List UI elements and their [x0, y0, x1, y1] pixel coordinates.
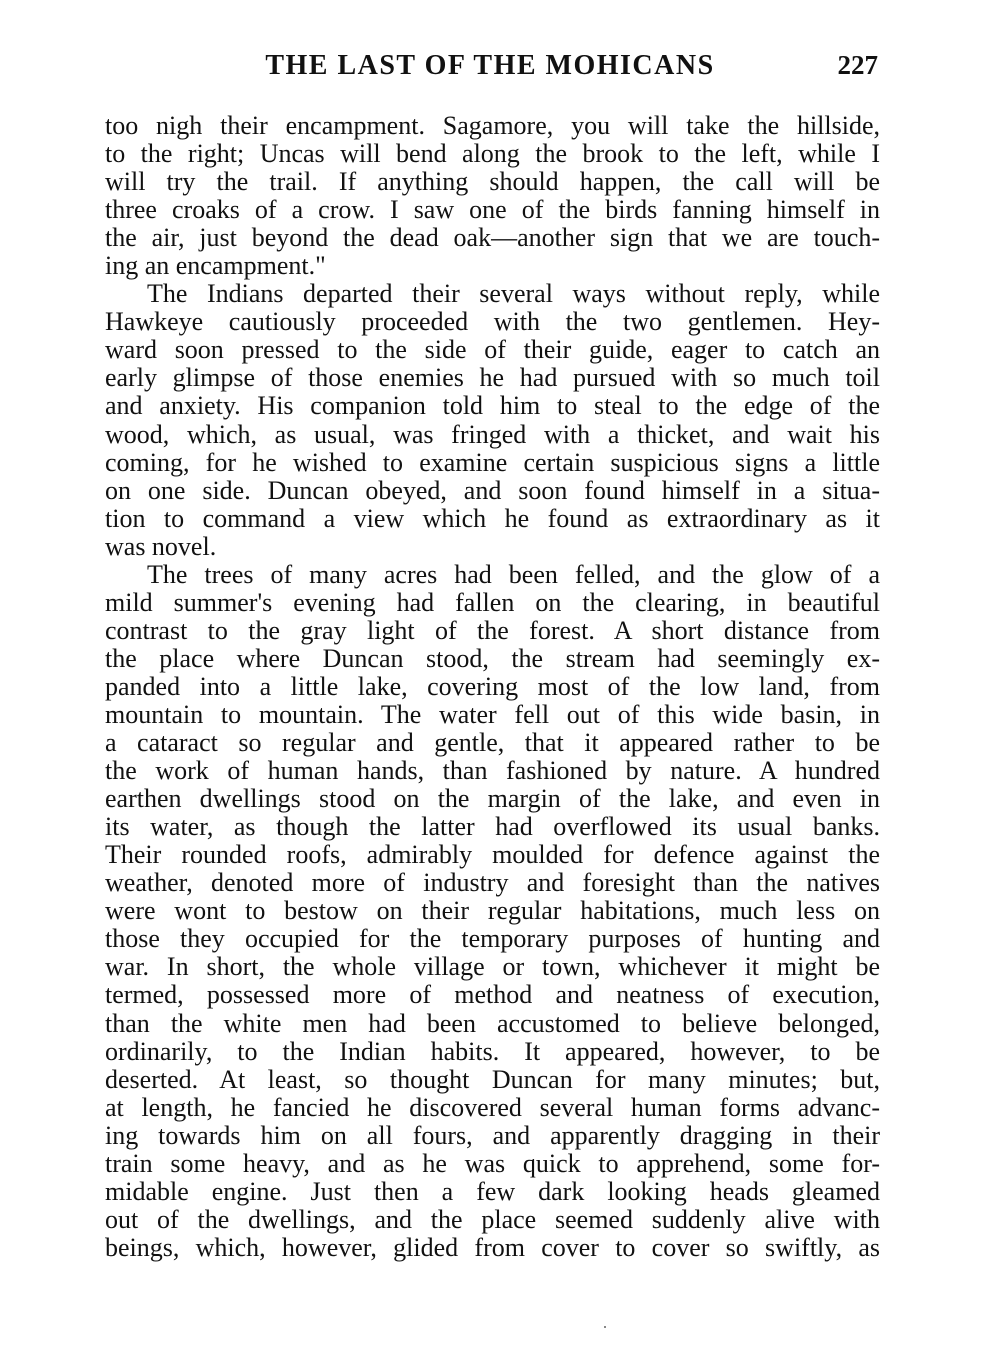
text-line: three croaks of a crow. I saw one of the birds fanning himself in [105, 195, 880, 225]
text-line: train some heavy, and as he was quick to apprehend, some for- [105, 1148, 880, 1178]
text-line: midable engine. Just then a few dark looking heads gleamed [105, 1176, 880, 1206]
text-line: and anxiety. His companion told him to steal to the edge of the [105, 391, 880, 421]
text-line: Hawkeye cautiously proceeded with the two gentlemen. Hey- [105, 307, 880, 337]
paragraph [105, 112, 880, 280]
scan-speck [604, 1326, 606, 1328]
text-line: early glimpse of those enemies he had pursued with so much toil [105, 363, 880, 393]
text-line: the place where Duncan stood, the stream had seemingly ex- [105, 643, 880, 673]
text-line: coming, for he wished to examine certain suspicious signs a little [105, 447, 880, 477]
text-line: the work of human hands, than fashioned by nature. A hundred [105, 756, 880, 786]
text-line: earthen dwellings stood on the margin of the lake, and even in [105, 784, 880, 814]
text-line: the air, just beyond the dead oak—another sign that we are touch- [105, 223, 880, 253]
text-line: its water, as though the latter had overflowed its usual banks. [105, 812, 880, 842]
text-line: ordinarily, to the Indian habits. It appeared, however, to be [105, 1036, 880, 1066]
text-line: a cataract so regular and gentle, that it appeared rather to be [105, 728, 880, 758]
text-line: beings, which, however, glided from cover to cover so swiftly, as [105, 1232, 880, 1262]
text-line: out of the dwellings, and the place seemed suddenly alive with [105, 1204, 880, 1234]
text-line: war. In short, the whole village or town, whichever it might be [105, 952, 880, 982]
text-line: to the right; Uncas will bend along the brook to the left, while I [105, 139, 880, 169]
text-line: The Indians departed their several ways without reply, while [147, 279, 880, 309]
text-line: weather, denoted more of industry and foresight than the natives [105, 868, 880, 898]
text-line: termed, possessed more of method and neatness of execution, [105, 980, 880, 1010]
paragraph [105, 280, 880, 560]
text-line: were wont to bestow on their regular habitations, much less on [105, 896, 880, 926]
text-line: will try the trail. If anything should happen, the call will be [105, 167, 880, 197]
book-title: THE LAST OF THE MOHICANS [265, 50, 715, 81]
running-header [105, 50, 880, 84]
text-line: Their rounded roofs, admirably moulded for defence against the [105, 840, 880, 870]
text-line: tion to command a view which he found as extraordinary as it [105, 503, 880, 533]
text-line: on one side. Duncan obeyed, and soon found himself in a situa- [105, 475, 880, 505]
text-line: ward soon pressed to the side of their guide, eager to catch an [105, 335, 880, 365]
text-line: than the white men had been accustomed to believe belonged, [105, 1008, 880, 1038]
text-line: panded into a little lake, covering most of the low land, from [105, 671, 880, 701]
page-number: 227 [837, 50, 878, 80]
text-line: at length, he fancied he discovered several human forms advanc- [105, 1092, 880, 1122]
text-line: was novel. [105, 531, 217, 561]
text-line: The trees of many acres had been felled, and the glow of a [147, 559, 880, 589]
text-line: too nigh their encampment. Sagamore, you will take the hillside, [105, 111, 880, 140]
text-line: deserted. At least, so thought Duncan for many minutes; but, [105, 1064, 880, 1094]
text-line: ing towards him on all fours, and apparently dragging in their [105, 1120, 880, 1150]
text-line: mild summer's evening had fallen on the clearing, in beautiful [105, 587, 880, 617]
page-body [105, 112, 880, 1262]
text-line: contrast to the gray light of the forest. A short distance from [105, 615, 880, 645]
text-line: those they occupied for the temporary purposes of hunting and [105, 924, 880, 954]
text-line: wood, which, as usual, was fringed with a thicket, and wait his [105, 419, 880, 449]
text-line: mountain to mountain. The water fell out of this wide basin, in [105, 699, 880, 729]
text-line: ing an encampment." [105, 251, 326, 281]
paragraph [105, 561, 880, 1262]
